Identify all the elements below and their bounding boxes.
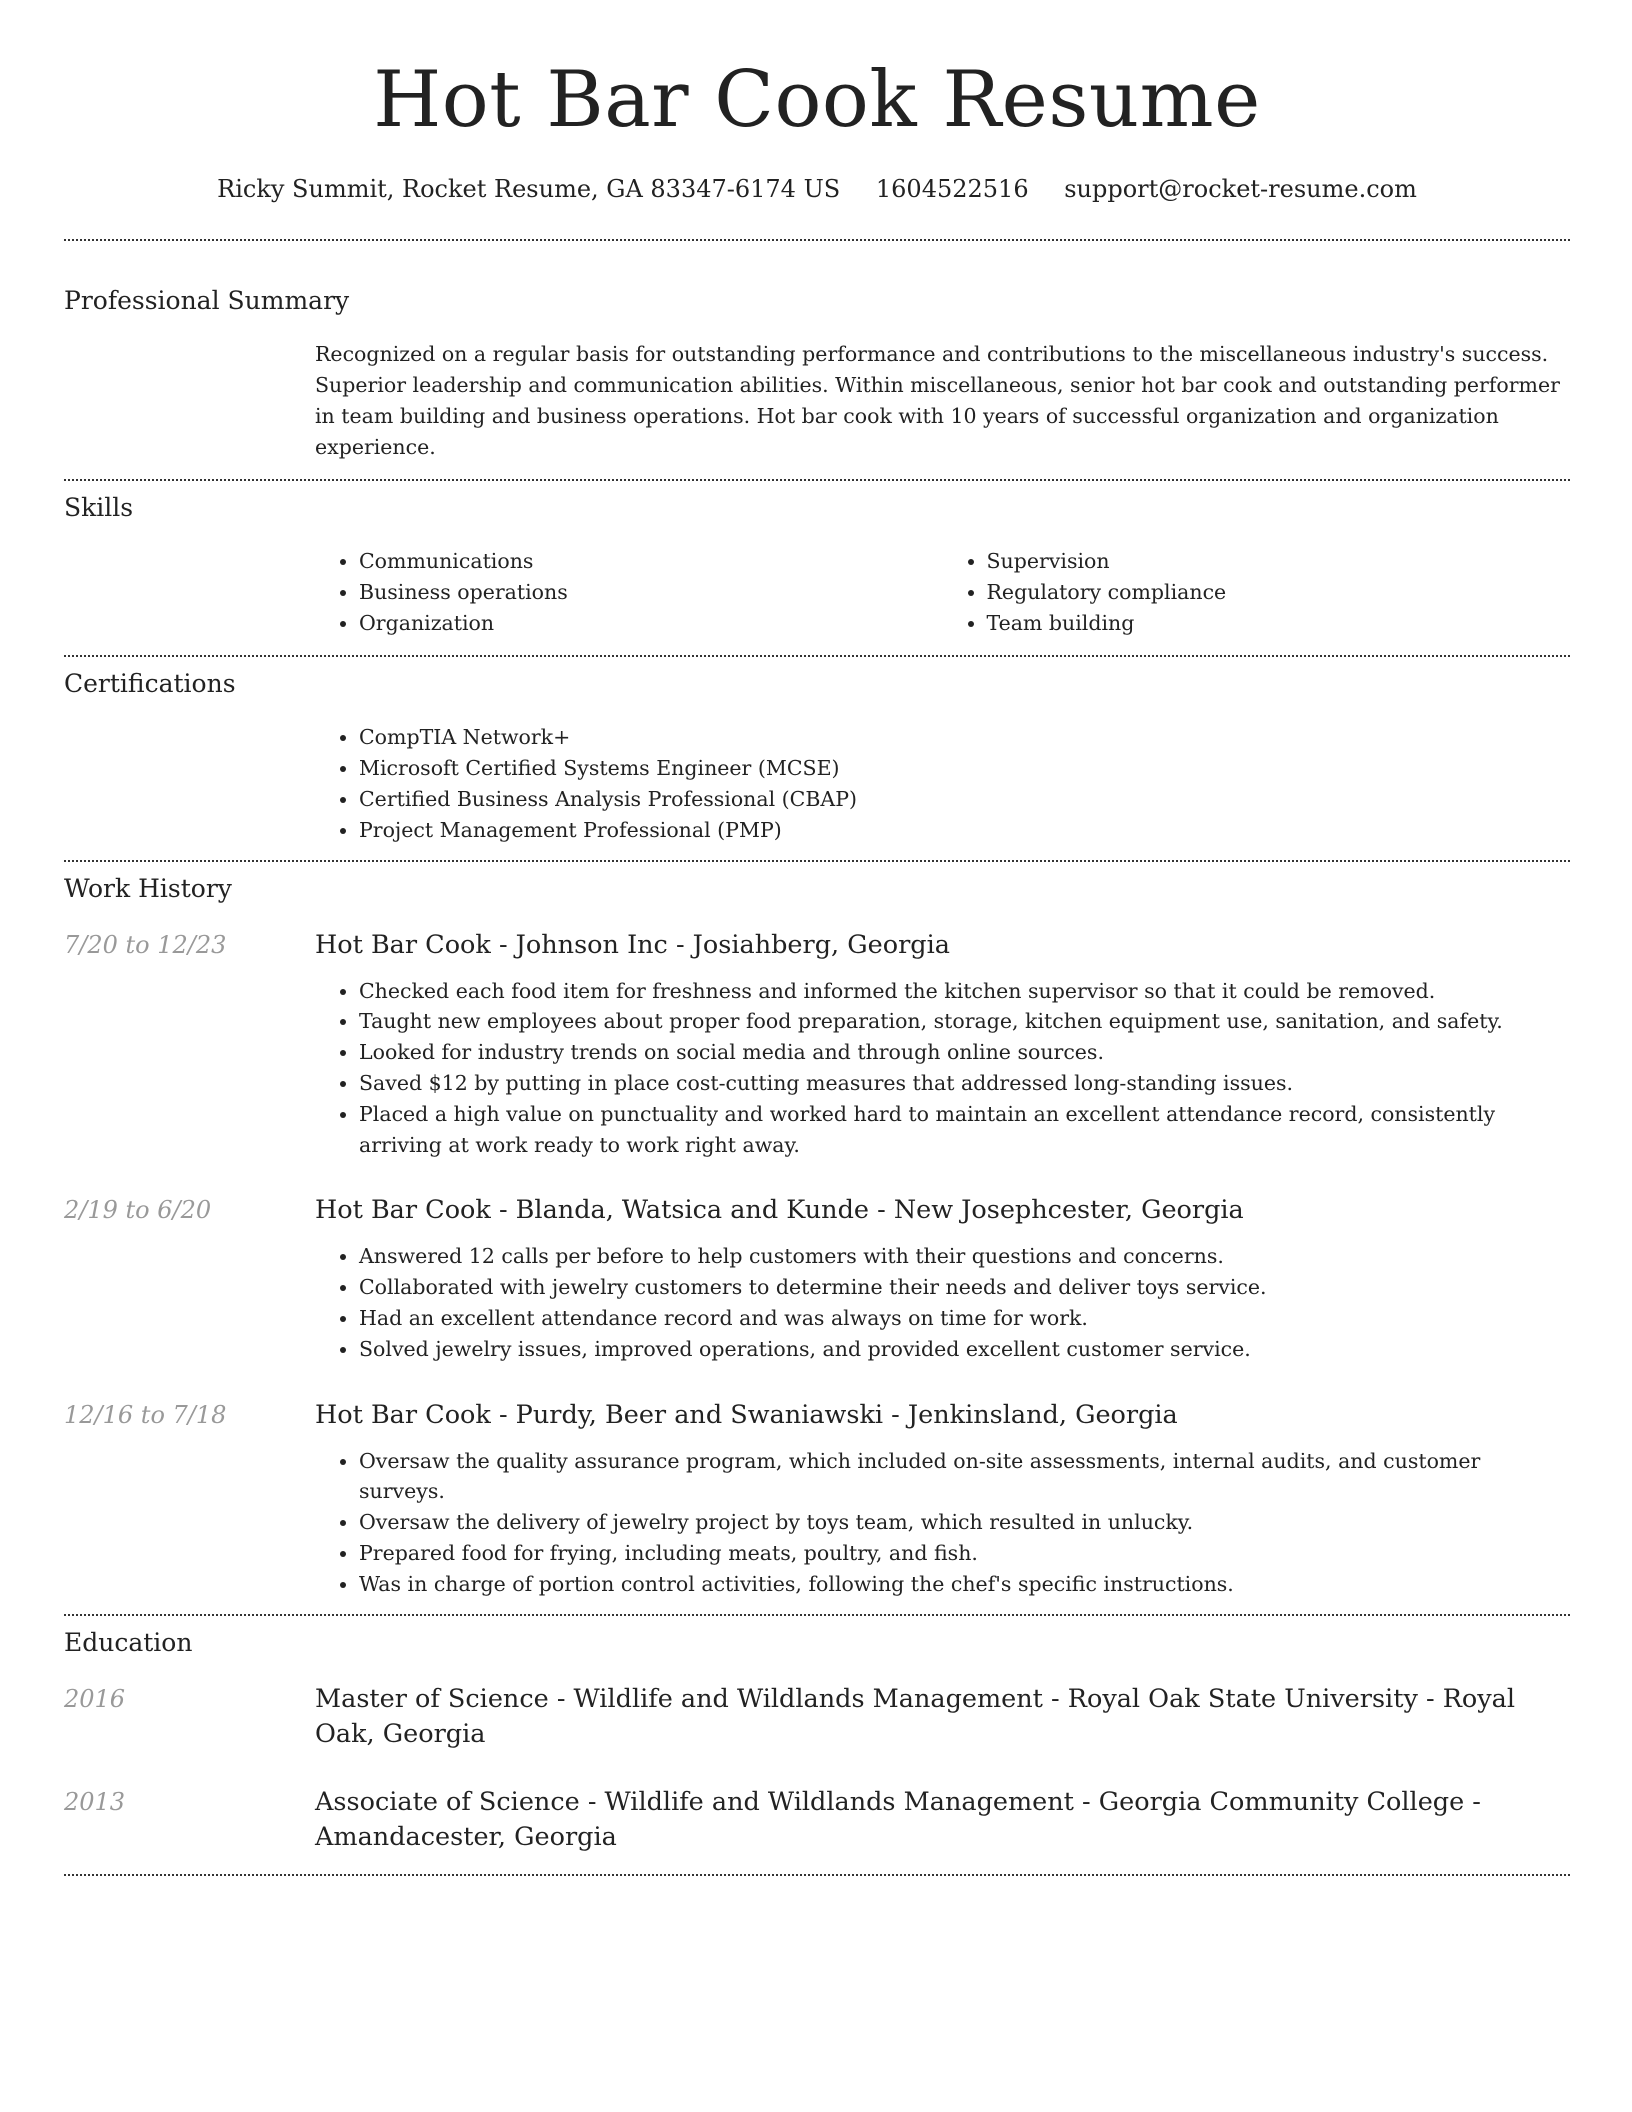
- job-bullets: [315, 976, 1570, 1161]
- job-bullet: • Solved jewelry issues, improved operations, and provided excellent customer service.: [359, 1334, 1570, 1365]
- job-bullet: • Answered 12 calls per before to help customers with their questions and concerns.: [359, 1241, 1570, 1272]
- skills-column-2: [943, 546, 1571, 638]
- section-heading-skills: Skills: [64, 493, 134, 522]
- job-dates: 7/20 to 12/23: [64, 930, 227, 959]
- divider: [64, 1874, 1570, 1876]
- work-section: [64, 873, 1570, 1600]
- skills-column-1: [315, 546, 943, 638]
- job-title: Hot Bar Cook - Blanda, Watsica and Kunde - New Josephcester, Georgia: [315, 1195, 1244, 1226]
- job-bullet: • Placed a high value on punctuality and worked hard to maintain an excellent attendance record, consistently arriving at work ready to work right away.: [359, 1099, 1570, 1161]
- education-degree: Master of Science - Wildlife and Wildlands Management - Royal Oak State University - Royal Oak, Georgia: [315, 1683, 1516, 1749]
- skills-section: [64, 492, 1570, 638]
- job-dates: 2/19 to 6/20: [64, 1196, 212, 1225]
- divider: [64, 479, 1570, 481]
- job-dates: 12/16 to 7/18: [64, 1400, 227, 1429]
- skill-item: • Business operations: [359, 577, 943, 608]
- job-details: [315, 928, 1570, 1161]
- education-year: 2016: [64, 1684, 126, 1713]
- job-bullet: • Prepared food for frying, including meats, poultry, and fish.: [359, 1538, 1570, 1569]
- divider: [64, 239, 1570, 241]
- contact-email[interactable]: support@rocket-resume.com: [1064, 175, 1417, 203]
- section-heading-certifications: Certifications: [64, 669, 236, 699]
- contact-address: Ricky Summit, Rocket Resume, GA 83347-6174 US: [217, 175, 841, 203]
- education-year: 2013: [64, 1787, 126, 1816]
- job-bullet: • Oversaw the delivery of jewelry project by toys team, which resulted in unlucky.: [359, 1507, 1570, 1538]
- job-entry: [64, 928, 1570, 1161]
- summary-section: [64, 285, 1570, 463]
- skill-item: • Communications: [359, 546, 943, 577]
- certifications-section: [64, 668, 1570, 845]
- certifications-content: [315, 722, 1570, 845]
- job-bullet: • Was in charge of portion control activities, following the chef's specific instructions.: [359, 1569, 1570, 1600]
- skill-item: • Supervision: [987, 546, 1571, 577]
- resume-page: [64, 0, 1570, 1876]
- job-bullet: • Checked each food item for freshness and informed the kitchen supervisor so that it could be removed.: [359, 976, 1570, 1007]
- skills-list: [315, 546, 1570, 638]
- job-title: Hot Bar Cook - Johnson Inc - Josiahberg, Georgia: [315, 929, 950, 960]
- education-entry: [64, 1785, 1570, 1855]
- job-details: [315, 1193, 1570, 1364]
- divider: [64, 860, 1570, 862]
- divider: [64, 655, 1570, 657]
- job-bullet: • Looked for industry trends on social media and through online sources.: [359, 1037, 1570, 1068]
- job-entry: [64, 1398, 1570, 1600]
- section-heading-education: Education: [64, 1627, 193, 1657]
- certification-item: • CompTIA Network+: [359, 722, 1570, 753]
- contact-phone: 1604522516: [875, 175, 1029, 203]
- divider: [64, 1614, 1570, 1616]
- certification-item: • Project Management Professional (PMP): [359, 815, 1570, 846]
- certifications-list: [315, 722, 1570, 845]
- job-bullet: • Had an excellent attendance record and was always on time for work.: [359, 1303, 1570, 1334]
- certification-item: • Certified Business Analysis Professional (CBAP): [359, 784, 1570, 815]
- education-section: [64, 1627, 1570, 1855]
- job-bullet: • Oversaw the quality assurance program, which included on-site assessments, internal audits, and customer surveys.: [359, 1446, 1570, 1508]
- education-degree: Associate of Science - Wildlife and Wildlands Management - Georgia Community College - Amandacester, Georgia: [315, 1786, 1481, 1852]
- skill-item: • Regulatory compliance: [987, 577, 1571, 608]
- summary-content: [315, 339, 1570, 463]
- summary-text: Recognized on a regular basis for outstanding performance and contributions to the miscellaneous industry's success. Superior leadership and communication abilities. Within miscellaneous, senior hot bar cook and outstanding performer in team building and business operations. Hot bar cook with 10 years of successful organization and organization experience.: [315, 342, 1560, 459]
- job-bullet: • Collaborated with jewelry customers to determine their needs and deliver toys service.: [359, 1272, 1570, 1303]
- skill-item: • Organization: [359, 608, 943, 639]
- skill-item: • Team building: [987, 608, 1571, 639]
- resume-title: Hot Bar Cook Resume: [373, 55, 1261, 145]
- section-heading-work: Work History: [64, 873, 232, 903]
- job-bullets: [315, 1241, 1570, 1364]
- section-heading-summary: Professional Summary: [64, 286, 350, 315]
- education-entry: [64, 1682, 1570, 1752]
- certification-item: • Microsoft Certified Systems Engineer (MCSE): [359, 753, 1570, 784]
- job-title: Hot Bar Cook - Purdy, Beer and Swaniawski - Jenkinsland, Georgia: [315, 1399, 1178, 1430]
- job-details: [315, 1398, 1570, 1600]
- job-bullets: [315, 1446, 1570, 1600]
- job-entry: [64, 1193, 1570, 1364]
- job-bullet: • Taught new employees about proper food preparation, storage, kitchen equipment use, sanitation, and safety.: [359, 1006, 1570, 1037]
- contact-line: [64, 174, 1570, 204]
- job-bullet: • Saved $12 by putting in place cost-cutting measures that addressed long-standing issues.: [359, 1068, 1570, 1099]
